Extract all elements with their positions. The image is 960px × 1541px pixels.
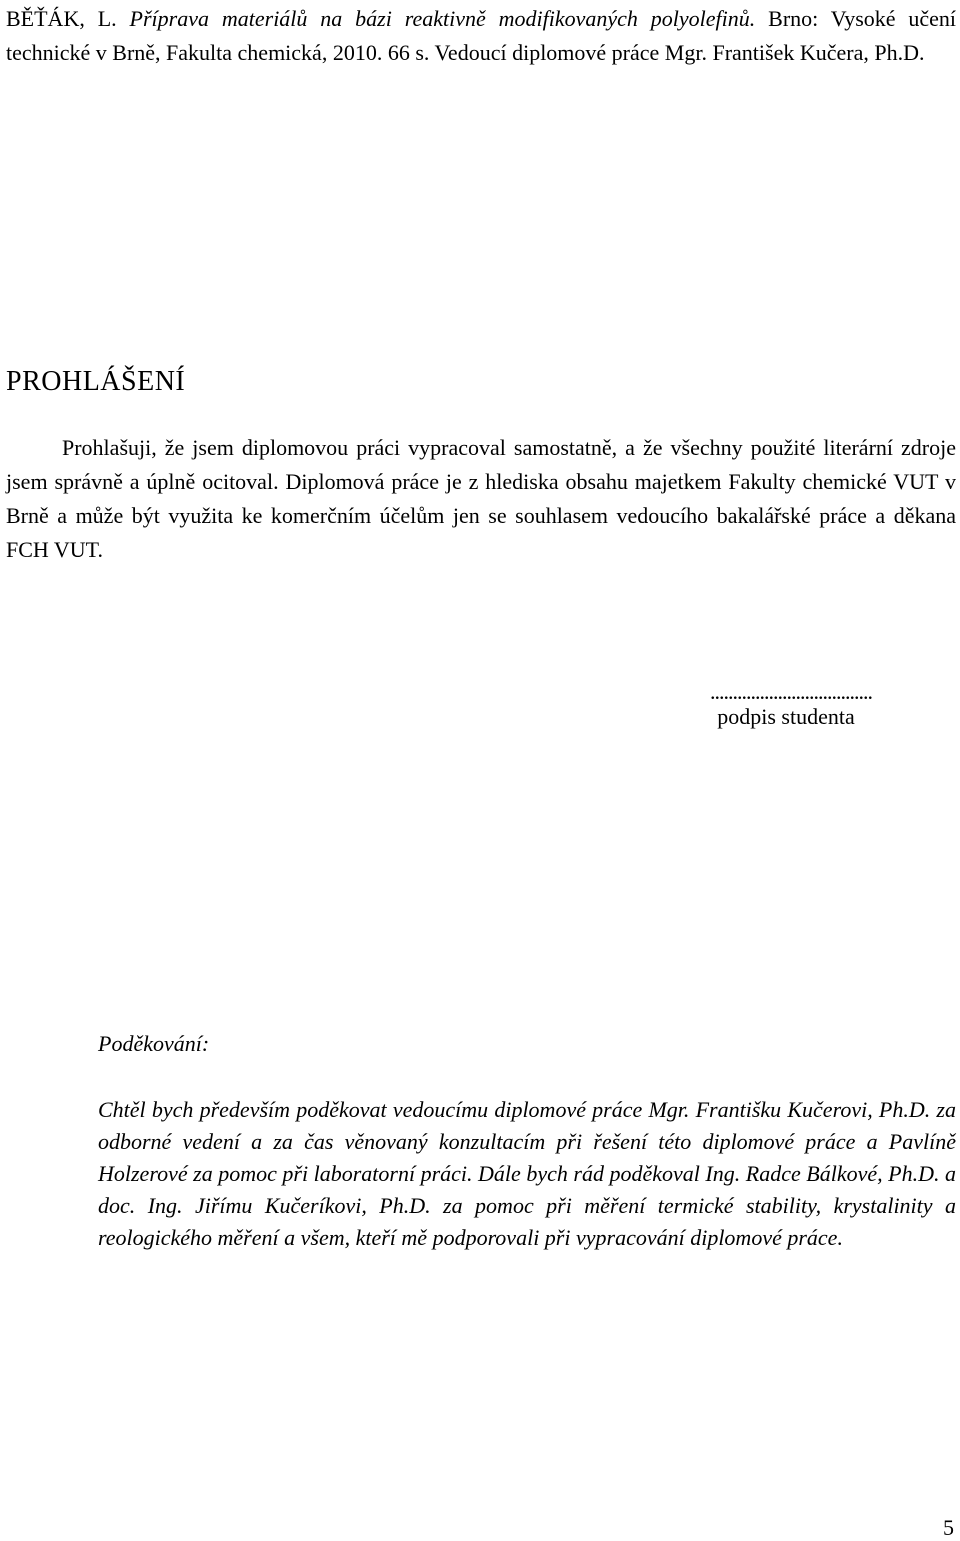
declaration-text: Prohlašuji, že jsem diplomovou práci vypracoval samostatně, a že všechny použité literární zdroje jsem správně a úplně ocitoval. Diplomová práce je z hlediska obsahu majetkem Fakulty chemické VUT v Brně a může být využita ke komerčním účelům jen se souhlasem vedoucího bakalářské práce a děkana FCH VUT. (6, 435, 956, 562)
citation-authors: BĚŤÁK, L. (6, 6, 117, 31)
signature-line: .................................... (710, 684, 872, 700)
signature-block (700, 684, 872, 734)
signature-caption: podpis studenta (717, 704, 855, 729)
page-number: 5 (943, 1515, 954, 1540)
citation-publication: Brno: Vysoké učení technické v Brně, Fakulta chemická, 2010. 66 s. Vedoucí diplomové práce Mgr. František Kučera, Ph.D. (6, 6, 957, 65)
acknowledgement-text: Chtěl bych především poděkovat vedoucímu diplomové práce Mgr. Františku Kučerovi, Ph.D. za odborné vedení a za čas věnovaný konzultacím při řešení této diplomové práce a Pavlíně Holzerové za pomoc při laboratorní práci. Dále bych rád poděkoval Ing. Radce Bálkové, Ph.D. a doc. Ing. Jiřímu Kučeríkovi, Ph.D. za pomoc při měření termické stability, krystalinity a reologického měření a všem, kteří mě podporovali při vypracování diplomové práce. (98, 1097, 956, 1250)
acknowledgement-heading: Poděkování: (98, 1031, 210, 1056)
bibliographic-citation (6, 2, 956, 70)
citation-title: Příprava materiálů na bázi reaktivně modifikovaných polyolefinů. (129, 6, 756, 31)
declaration-heading: PROHLÁŠENÍ (6, 366, 186, 397)
